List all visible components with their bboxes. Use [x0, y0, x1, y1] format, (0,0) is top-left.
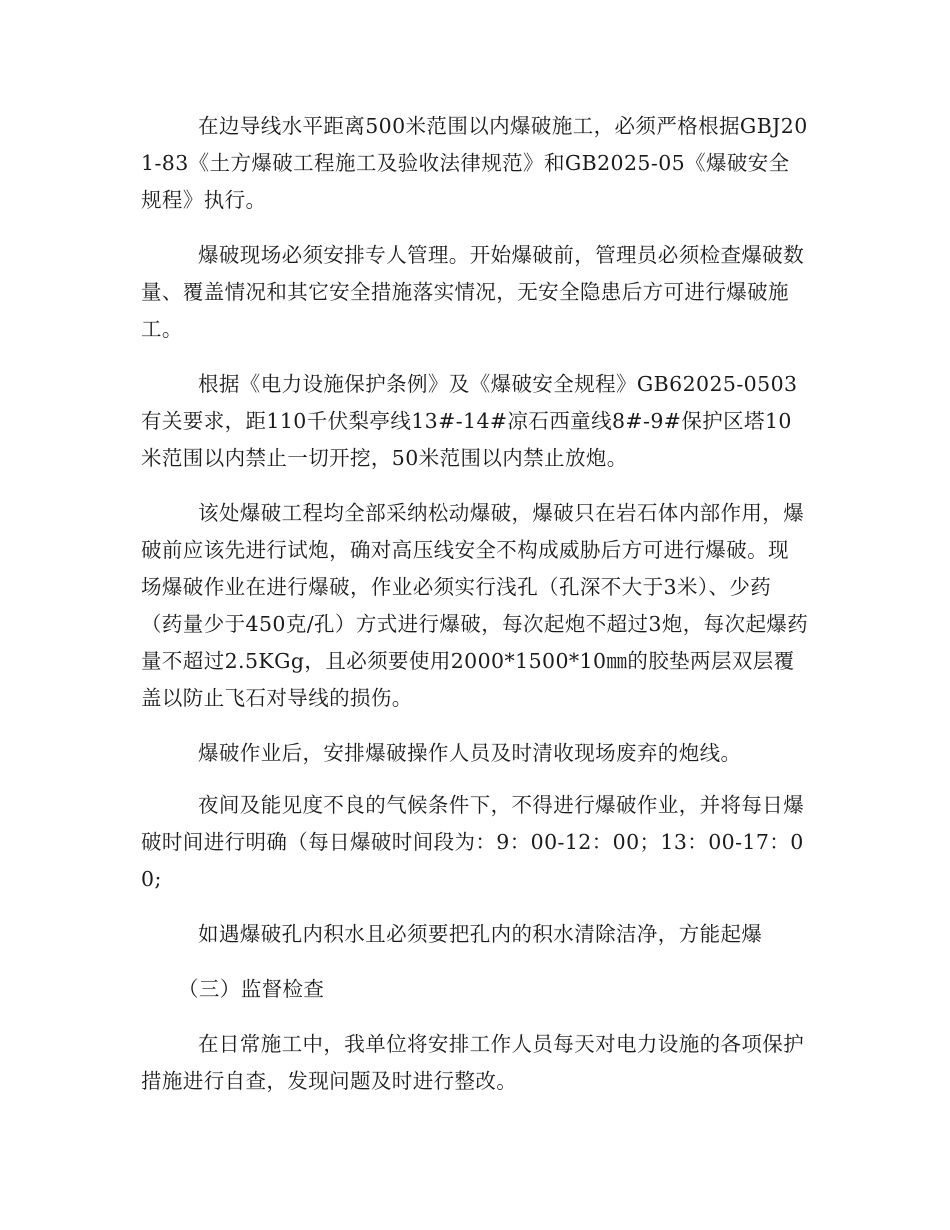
paragraph-protection-zone: 根据《电力设施保护条例》及《爆破安全规程》GB62025-0503有关要求，距110千伏梨亭线13#-14#凉石西童线8#-9#保护区塔10米范围以内禁止一切开挖，50米范围以内禁止放炮。 — [141, 372, 798, 470]
paragraph-water-in-holes: 如遇爆破孔内积水且必须要把孔内的积水清除洁净，方能起爆 — [198, 922, 763, 946]
paragraph-site-management: 爆破现场必须安排专人管理。开始爆破前，管理员必须检查爆破数量、覆盖情况和其它安全措施落实情况，无安全隐患后方可进行爆破施工。 — [141, 243, 805, 341]
paragraph-blasting-distance-standards: 在边导线水平距离500米范围以内爆破施工，必须严格根据GBJ201-83《土方爆破工程施工及验收法律规范》和GB2025-05《爆破安全规程》执行。 — [141, 114, 808, 212]
paragraph-daily-inspection: 在日常施工中，我单位将安排工作人员每天对电力设施的各项保护措施进行自查，发现问题及时进行整改。 — [141, 1032, 805, 1093]
paragraph-loose-blasting-method: 该处爆破工程均全部采纳松动爆破，爆破只在岩石体内部作用，爆破前应该先进行试炮，确对高压线安全不构成威胁后方可进行爆破。现场爆破作业在进行爆破，作业必须实行浅孔（孔深不大于3米）、少药（药量少于450克/孔）方式进行爆破，每次起炮不超过3炮，每次起爆药量不超过2.5KGg，且必须要使用2000*1500*10㎜的胶垫两层双层覆盖以防止飞石对导线的损伤。 — [141, 501, 809, 710]
paragraph-blasting-time: 夜间及能见度不良的气候条件下，不得进行爆破作业，并将每日爆破时间进行明确（每日爆破时间段为：9：00-12：00；13：00-17：00; — [141, 793, 805, 891]
section-heading-supervision: （三）监督检查 — [178, 977, 325, 1001]
paragraph-cleanup: 爆破作业后，安排爆破操作人员及时清收现场废弃的炮线。 — [198, 741, 742, 765]
document-body — [141, 108, 809, 1118]
